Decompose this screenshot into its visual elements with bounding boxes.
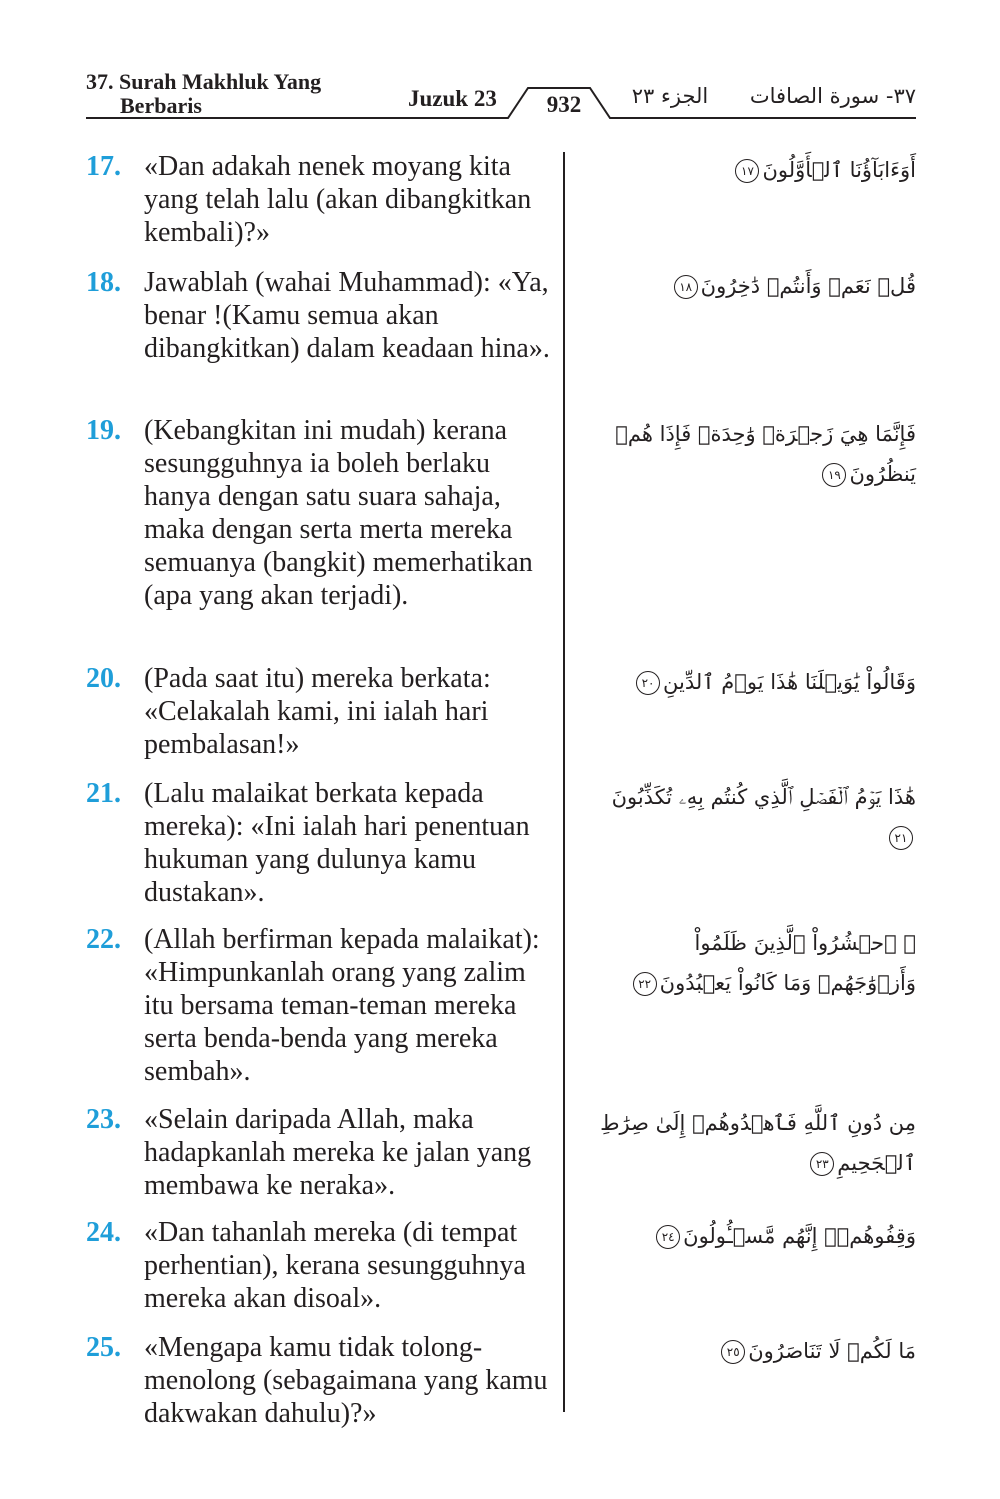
- arabic-text: أَوَءَابَآؤُنَا ٱلۡأَوَّلُونَ: [762, 158, 916, 182]
- arabic-text: ۞ ٱحۡشُرُواْ ٱلَّذِينَ ظَلَمُواْ وَأَزۡوَٰجَهُمۡ وَمَا كَانُواْ يَعۡبُدُونَ: [659, 931, 916, 995]
- verse-arabic: [596, 266, 916, 306]
- verse-translation: «Selain daripada Allah, maka hadapkanlah mereka ke jalan yang membawa ke neraka».: [144, 1104, 532, 1201]
- verse-translation: Jawablah (wahai Muhammad): «Ya, benar !(Kamu semua akan dibangkitkan) dalam keadaan hina».: [144, 267, 550, 364]
- surah-title-arabic: ٣٧- سورة الصافات: [749, 84, 916, 108]
- verse-arabic: [596, 1331, 916, 1371]
- verse-17: [0, 150, 1000, 266]
- verse-number: 19.: [86, 415, 121, 446]
- verse-list: [0, 150, 1000, 1441]
- verse-number: 22.: [86, 924, 121, 955]
- verse-23: [0, 1103, 1000, 1216]
- verse-21: [0, 777, 1000, 923]
- verse-translation: (Allah berfirman kepada malaikat): «Himpunkanlah orang yang zalim itu bersama teman-teman mereka serta benda-benda yang mereka sembah».: [144, 924, 540, 1087]
- arabic-text: هَٰذَا يَوۡمُ ٱلۡفَصۡلِ ٱلَّذِي كُنتُم بِهِۦ تُكَذِّبُونَ: [611, 785, 916, 809]
- verse-number: 24.: [86, 1217, 121, 1248]
- verse-arabic: [596, 150, 916, 190]
- verse-arabic: [596, 1216, 916, 1256]
- verse-arabic: [596, 923, 916, 1003]
- verse-translation: (Pada saat itu) mereka berkata: «Celakalah kami, ini ialah hari pembalasan!»: [144, 663, 491, 760]
- verse-translation: (Lalu malaikat berkata kepada mereka): «Ini ialah hari penentuan hukuman yang dulunya kamu dustakan».: [144, 778, 530, 908]
- ayah-end-marker-icon: ٢٣: [810, 1152, 834, 1176]
- verse-19: [0, 414, 1000, 662]
- verse-22: [0, 923, 1000, 1103]
- arabic-text: وَقَالُواْ يَٰوَيۡلَنَا هَٰذَا يَوۡمُ ٱلدِّينِ: [663, 670, 916, 694]
- header-rule: [0, 0, 1000, 130]
- juz-label-arabic: الجزء ٢٣: [631, 84, 709, 108]
- ayah-end-marker-icon: ٢٤: [656, 1225, 680, 1249]
- verse-arabic: [596, 777, 916, 857]
- arabic-text: مِن دُونِ ٱللَّهِ فَٱهۡدُوهُمۡ إِلَىٰ صِرَٰطِ ٱلۡجَحِيمِ: [600, 1111, 916, 1175]
- verse-number: 23.: [86, 1104, 121, 1135]
- surah-title-line2: Berbaris: [120, 93, 202, 118]
- verse-number: 21.: [86, 778, 121, 809]
- verse-translation: «Dan adakah nenek moyang kita yang telah lalu (akan dibangkitkan kembali)?»: [144, 151, 532, 248]
- page-number: 932: [546, 92, 582, 117]
- verse-25: [0, 1331, 1000, 1441]
- arabic-text: وَقِفُوهُمۡۖ إِنَّهُم مَّسۡـُٔولُونَ: [683, 1224, 916, 1248]
- verse-translation: «Mengapa kamu tidak tolong-menolong (sebagaimana yang kamu dakwakan dahulu)?»: [144, 1332, 548, 1429]
- verse-arabic: [596, 1103, 916, 1183]
- ayah-end-marker-icon: ١٨: [674, 275, 698, 299]
- ayah-end-marker-icon: ٢٥: [721, 1340, 745, 1364]
- verse-arabic: [596, 662, 916, 702]
- ayah-end-marker-icon: ١٧: [735, 159, 759, 183]
- page-header: [0, 0, 1000, 130]
- verse-translation: «Dan tahanlah mereka (di tempat perhentian), kerana sesungguhnya mereka akan disoal».: [144, 1217, 526, 1314]
- arabic-text: مَا لَكُمۡ لَا تَنَاصَرُونَ: [748, 1339, 916, 1363]
- verse-20: [0, 662, 1000, 777]
- juzuk-label: Juzuk 23: [408, 86, 497, 111]
- ayah-end-marker-icon: ٢٠: [636, 671, 660, 695]
- arabic-text: قُلۡ نَعَمۡ وَأَنتُمۡ دَٰخِرُونَ: [700, 274, 916, 298]
- verse-arabic: [596, 414, 916, 494]
- verse-number: 18.: [86, 267, 121, 298]
- verse-18: [0, 266, 1000, 414]
- surah-title-line1: 37. Surah Makhluk Yang: [86, 69, 322, 94]
- verse-number: 25.: [86, 1332, 121, 1363]
- arabic-text: فَإِنَّمَا هِيَ زَجۡرَةٞ وَٰحِدَةٞ فَإِذَا هُمۡ يَنظُرُونَ: [615, 422, 916, 486]
- ayah-end-marker-icon: ٢١: [889, 826, 913, 850]
- verse-number: 17.: [86, 151, 121, 182]
- verse-translation: (Kebangkitan ini mudah) kerana sesungguhnya ia boleh berlaku hanya dengan satu suara sahaja, maka dengan serta merta mereka semuanya (bangkit) memerhatikan (apa yang akan terjadi).: [144, 415, 533, 611]
- ayah-end-marker-icon: ٢٢: [633, 972, 657, 996]
- verse-number: 20.: [86, 663, 121, 694]
- ayah-end-marker-icon: ١٩: [822, 463, 846, 487]
- verse-24: [0, 1216, 1000, 1331]
